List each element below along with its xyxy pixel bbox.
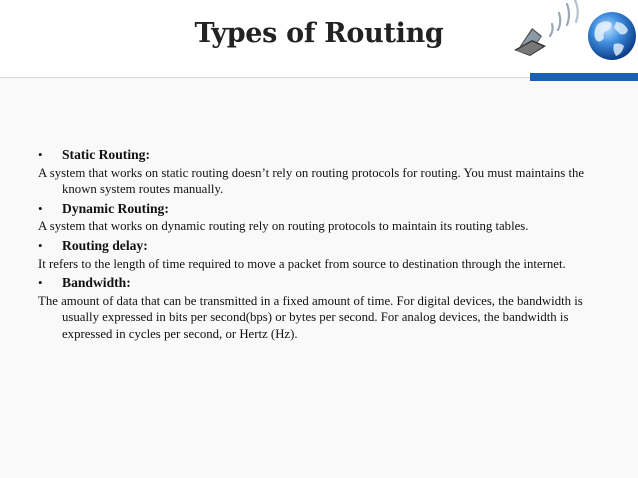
bullet-dot: • (38, 237, 43, 253)
bullet-routing-delay (38, 238, 618, 255)
slide-title: Types of Routing (194, 18, 444, 49)
bullet-description: It refers to the length of time required to move a packet from source to destination through the internet. (38, 256, 566, 271)
bullet-description: A system that works on static routing doesn’t rely on routing protocols for routing. You must maintains the known system routes manually. (38, 165, 585, 197)
accent-bar (530, 73, 638, 81)
bullet-heading: Dynamic Routing: (62, 200, 169, 216)
bullet-dot: • (38, 147, 43, 162)
bullet-static-routing (38, 147, 618, 164)
bullet-dot: • (38, 275, 43, 291)
bullet-dot: • (38, 200, 43, 216)
laptop-icon (514, 28, 546, 56)
slide-header (0, 0, 638, 78)
header-decoration (510, 0, 638, 78)
bullet-bandwidth (38, 275, 618, 292)
wifi-signal-icon (550, 0, 578, 36)
bullet-dynamic-routing (38, 201, 618, 218)
bullet-heading: Static Routing: (62, 147, 150, 162)
content-body (38, 145, 618, 346)
bullet-heading: Routing delay: (62, 237, 148, 253)
bullet-heading: Bandwidth: (62, 275, 131, 291)
bullet-description: The amount of data that can be transmitted in a fixed amount of time. For digital devices, the bandwidth is usually expressed in bits per second(bps) or bytes per second. For analog devices, the bandwidth is expressed in cycles per second, or Hertz (Hz). (38, 293, 583, 341)
bullet-description: A system that works on dynamic routing rely on routing protocols to maintain its routing tables. (38, 219, 529, 234)
globe-icon (588, 12, 636, 60)
